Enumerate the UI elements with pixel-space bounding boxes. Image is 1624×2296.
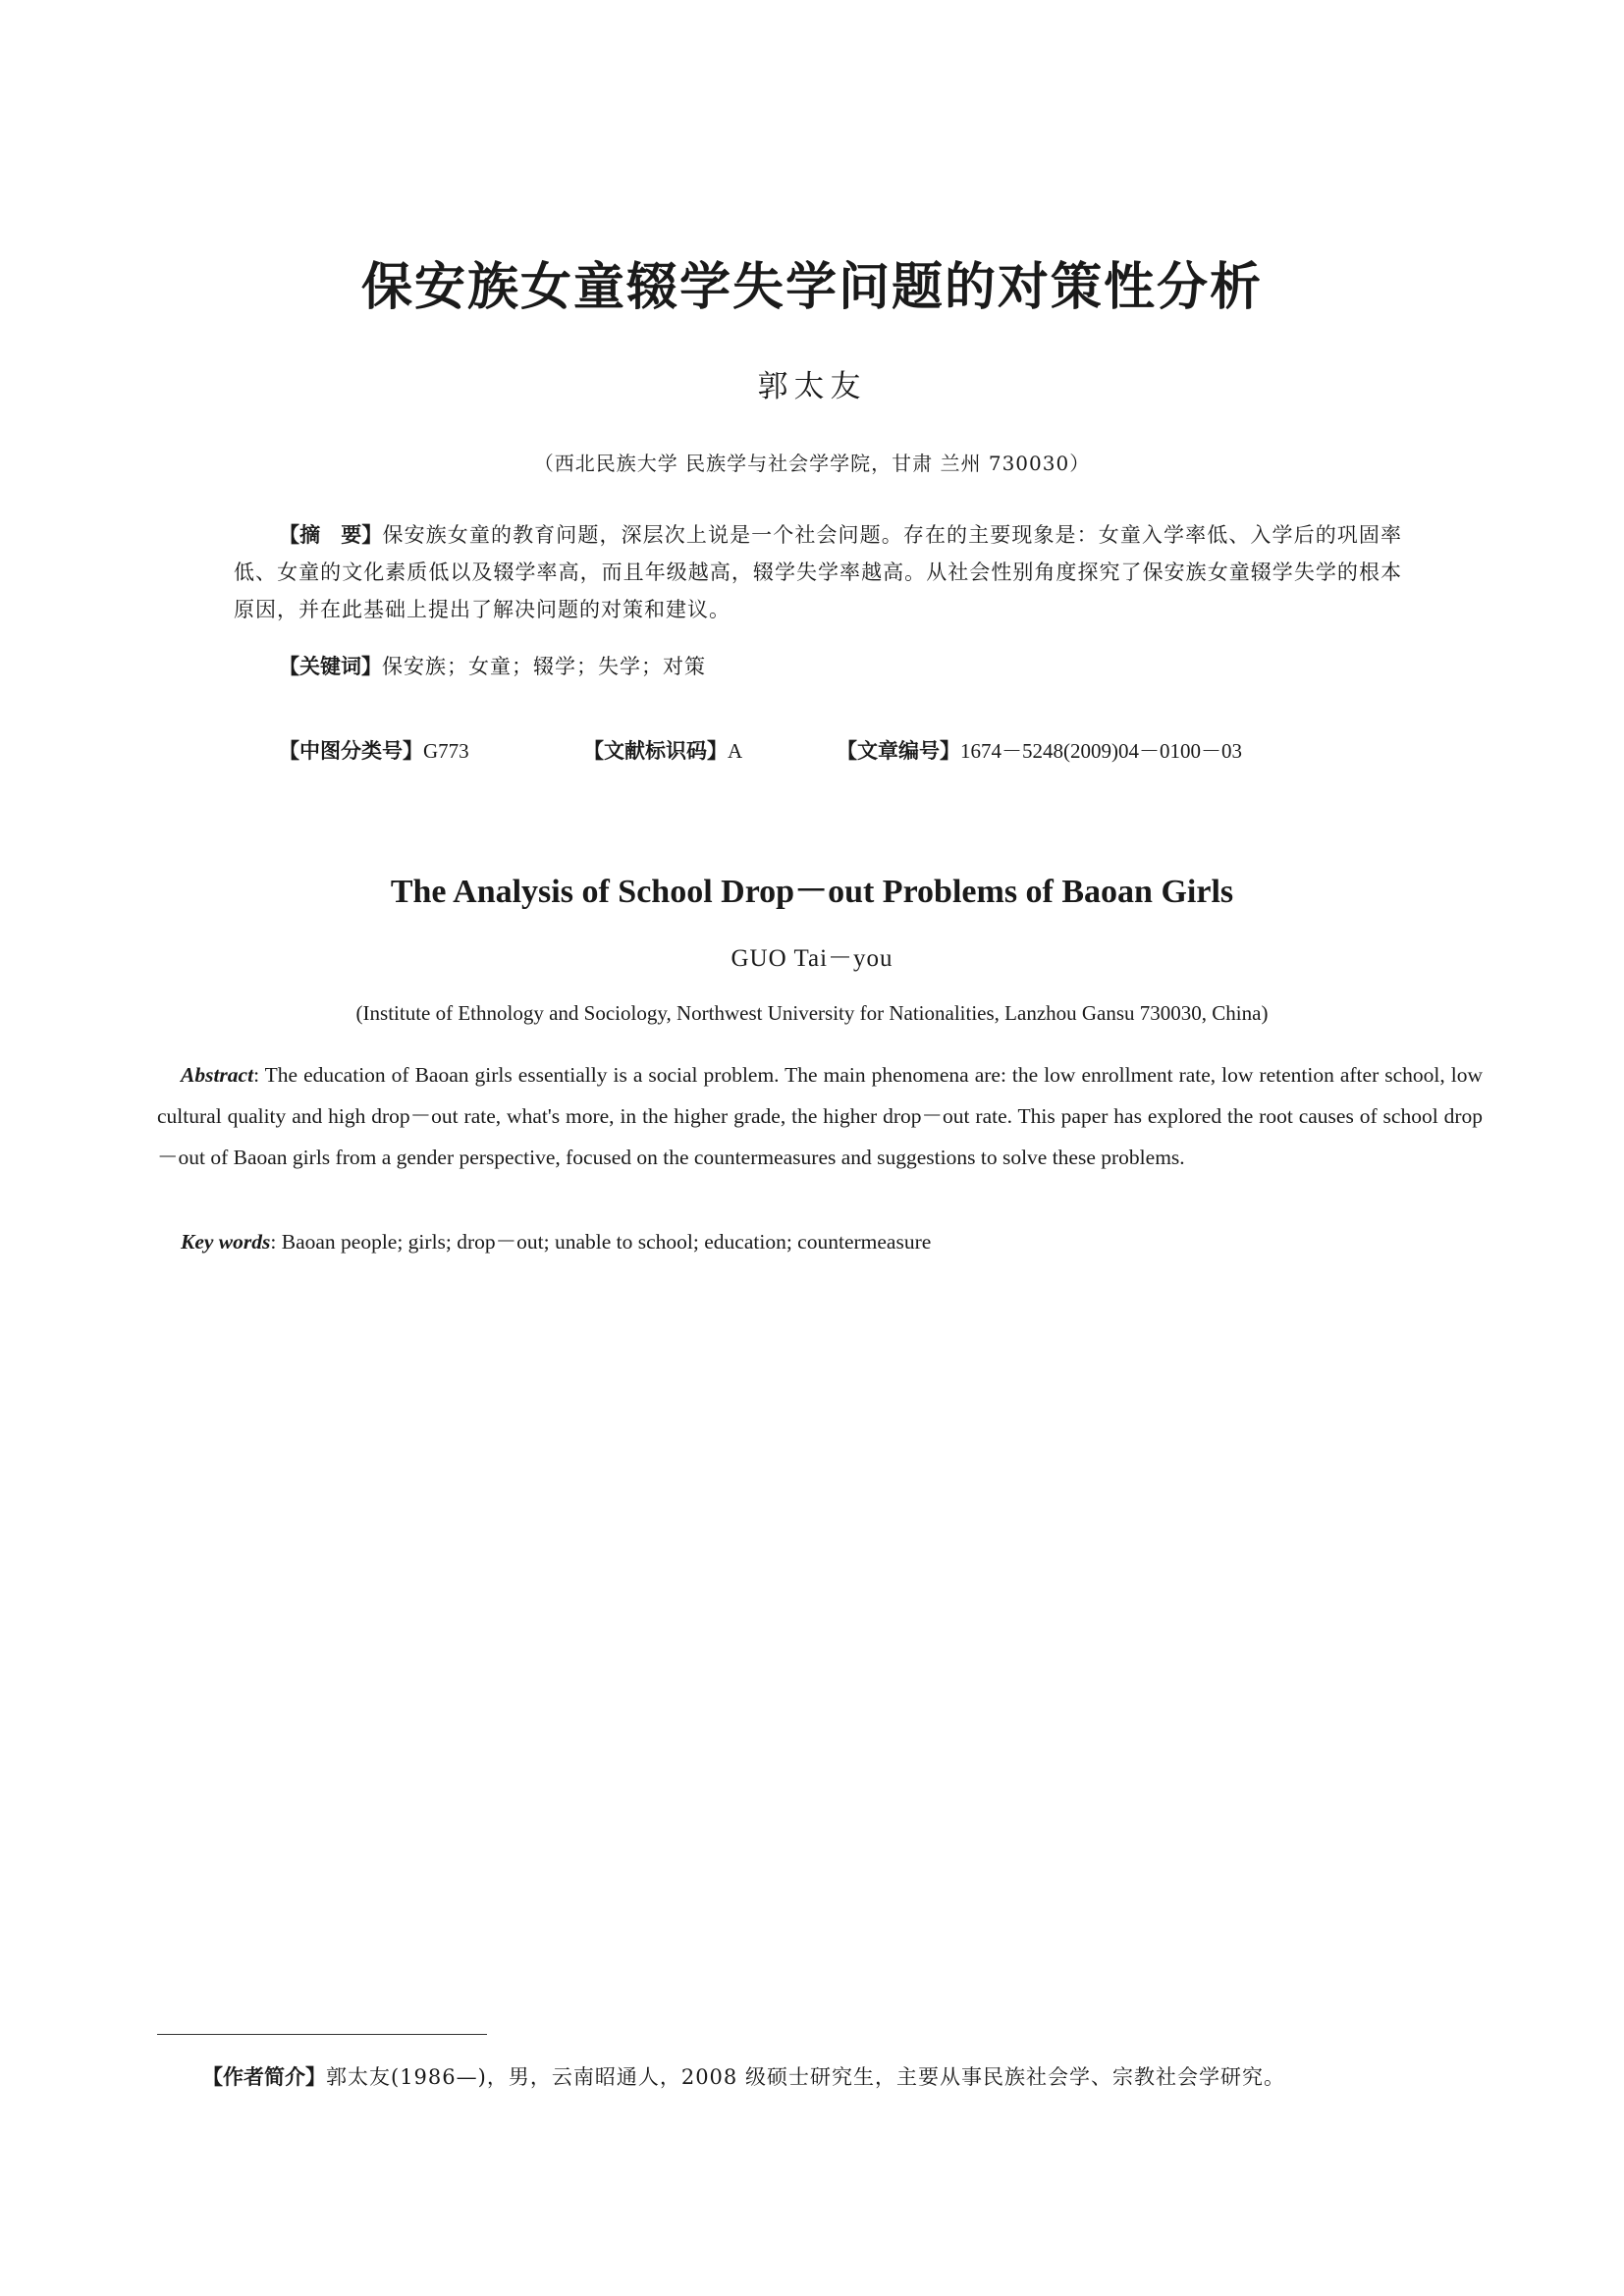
article-number-value: 1674－5248(2009)04－0100－03: [960, 739, 1242, 763]
chinese-abstract-label: 【摘 要】: [279, 523, 383, 547]
clc-number: [279, 736, 469, 766]
footnote-text: 郭太友(1986—)，男，云南昭通人，2008 级硕士研究生，主要从事民族社会学、宗教社会学研究。: [326, 2065, 1285, 2089]
english-title: The Analysis of School Drop－out Problems of Baoan Girls: [390, 874, 1234, 910]
english-keywords-text: : Baoan people; girls; drop－out; unable to school; education; countermeasure: [270, 1230, 932, 1254]
document-code-value: A: [728, 739, 743, 763]
footnote-divider: [157, 2034, 487, 2035]
english-author: GUO Tai－you: [731, 945, 893, 972]
clc-label: 【中图分类号】: [279, 739, 423, 763]
chinese-affiliation: （西北民族大学 民族学与社会学学院，甘肃 兰州 730030）: [533, 452, 1091, 475]
chinese-abstract-text: 保安族女童的教育问题，深层次上说是一个社会问题。存在的主要现象是：女童入学率低、入学后的巩固率低、女童的文化素质低以及辍学率高，而且年级越高，辍学失学率越高。从社会性别角度探究了保安族女童辍学失学的根本原因，并在此基础上提出了解决问题的对策和建议。: [234, 523, 1403, 621]
english-keywords-label: Key words: [181, 1230, 271, 1254]
document-code: [583, 736, 742, 766]
english-abstract-text: : The education of Baoan girls essentially is a social problem. The main phenomena are: the low enrollment rate, low retention after school, low cultural quality and high drop－out rate, what's more, in the higher grade, the higher drop－out rate. This paper has explored the root causes of school drop－out of Baoan girls from a gender perspective, focused on the countermeasures and suggestions to solve these problems.: [157, 1063, 1483, 1169]
article-number-label: 【文章编号】: [837, 739, 960, 763]
footnote-label: 【作者简介】: [202, 2065, 326, 2089]
english-abstract-label: Abstract: [181, 1063, 254, 1087]
chinese-author: 郭太友: [757, 369, 867, 404]
chinese-keywords-text: 保安族；女童；辍学；失学；对策: [382, 655, 706, 678]
english-abstract: [157, 1054, 1483, 1178]
document-code-label: 【文献标识码】: [583, 739, 728, 763]
author-footnote: [202, 2061, 1430, 2093]
chinese-abstract: [234, 516, 1402, 628]
chinese-keywords: [279, 648, 1408, 685]
chinese-keywords-label: 【关键词】: [279, 655, 382, 678]
english-keywords: [181, 1221, 1477, 1262]
english-affiliation: (Institute of Ethnology and Sociology, Northwest University for Nationalities, Lanzhou Gansu 730030, China): [355, 1001, 1269, 1025]
article-number: [837, 736, 1242, 766]
chinese-title: 保安族女童辍学失学问题的对策性分析: [360, 257, 1263, 317]
clc-value: G773: [423, 739, 469, 763]
